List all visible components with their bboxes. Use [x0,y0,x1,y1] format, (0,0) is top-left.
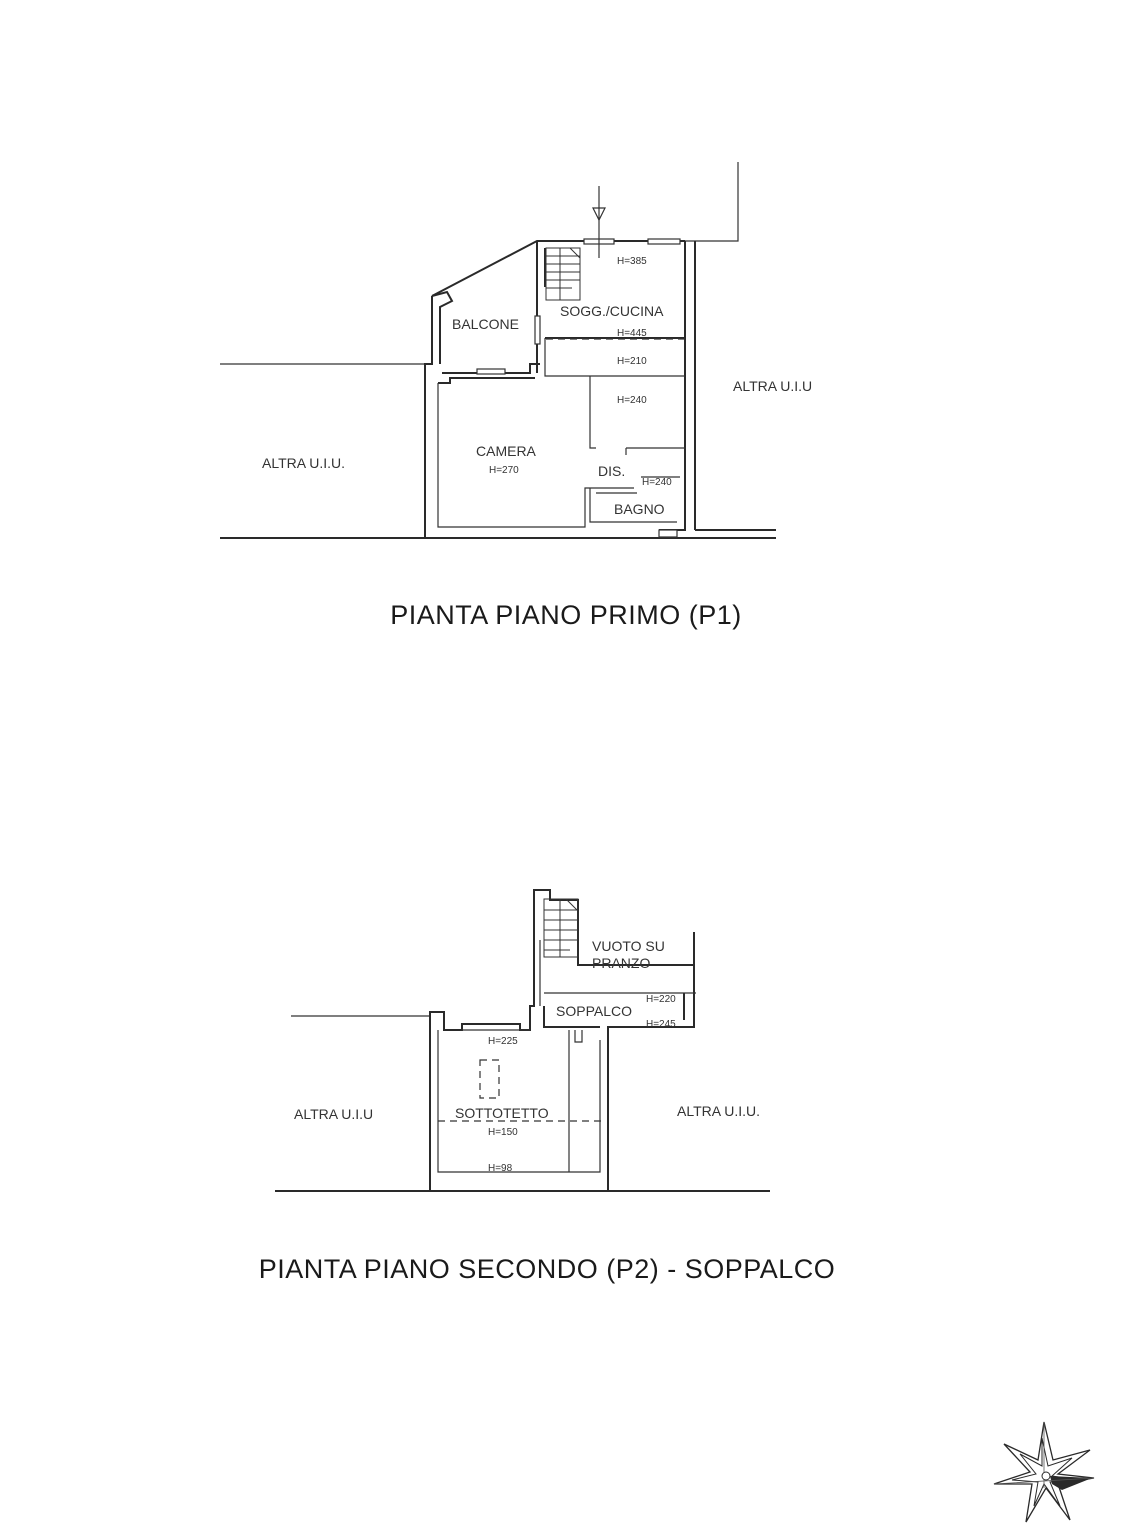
room-vuoto-line1: VUOTO SU [592,938,665,954]
plan-title-secondo: PIANTA PIANO SECONDO (P2) - SOPPALCO [258,1254,836,1284]
height-camera: H=270 [489,465,519,476]
neighbor-unit-right-p2: ALTRA U.I.U. [677,1103,760,1119]
site-lines [220,162,776,538]
plan-title-primo: PIANTA PIANO PRIMO (P1) [390,600,742,630]
height-sottotetto-mid: H=150 [488,1127,518,1138]
height-sottotetto-min: H=98 [488,1163,513,1174]
room-soggiorno-cucina: SOGG./CUCINA [560,303,664,319]
outer-walls-p2 [430,890,694,1191]
skylight-outline [480,1060,499,1098]
height-room: H=240 [617,395,647,406]
height-bagno: H=240 [642,477,672,488]
height-cucina: H=445 [617,328,647,339]
room-balcone: BALCONE [452,316,519,332]
entrance-arrow-icon [593,186,605,258]
neighbor-unit-left-p2: ALTRA U.I.U [294,1106,374,1122]
room-camera: CAMERA [476,443,536,459]
interior-walls-p1 [438,338,686,527]
height-soppalco-a: H=220 [646,994,676,1005]
plan-secondo [259,890,836,1284]
room-disimpegno: DIS. [598,463,626,479]
windows-p1 [477,239,680,537]
room-bagno: BAGNO [614,501,665,517]
height-sottotetto-max: H=225 [488,1036,518,1047]
room-soppalco: SOPPALCO [556,1003,632,1019]
room-sottotetto: SOTTOTETTO [455,1105,549,1121]
height-soggiorno: H=385 [617,256,647,267]
neighbor-unit-right: ALTRA U.I.U [733,378,813,394]
height-corridor: H=210 [617,356,647,367]
neighbor-unit-left: ALTRA U.I.U. [262,455,345,471]
staircase-p2 [544,899,578,957]
plan-primo [220,162,812,630]
compass-rose-icon [994,1422,1094,1522]
height-soppalco-b: H=245 [646,1019,676,1030]
staircase-p1 [546,248,580,300]
room-vuoto-line2: PRANZO [592,955,651,971]
